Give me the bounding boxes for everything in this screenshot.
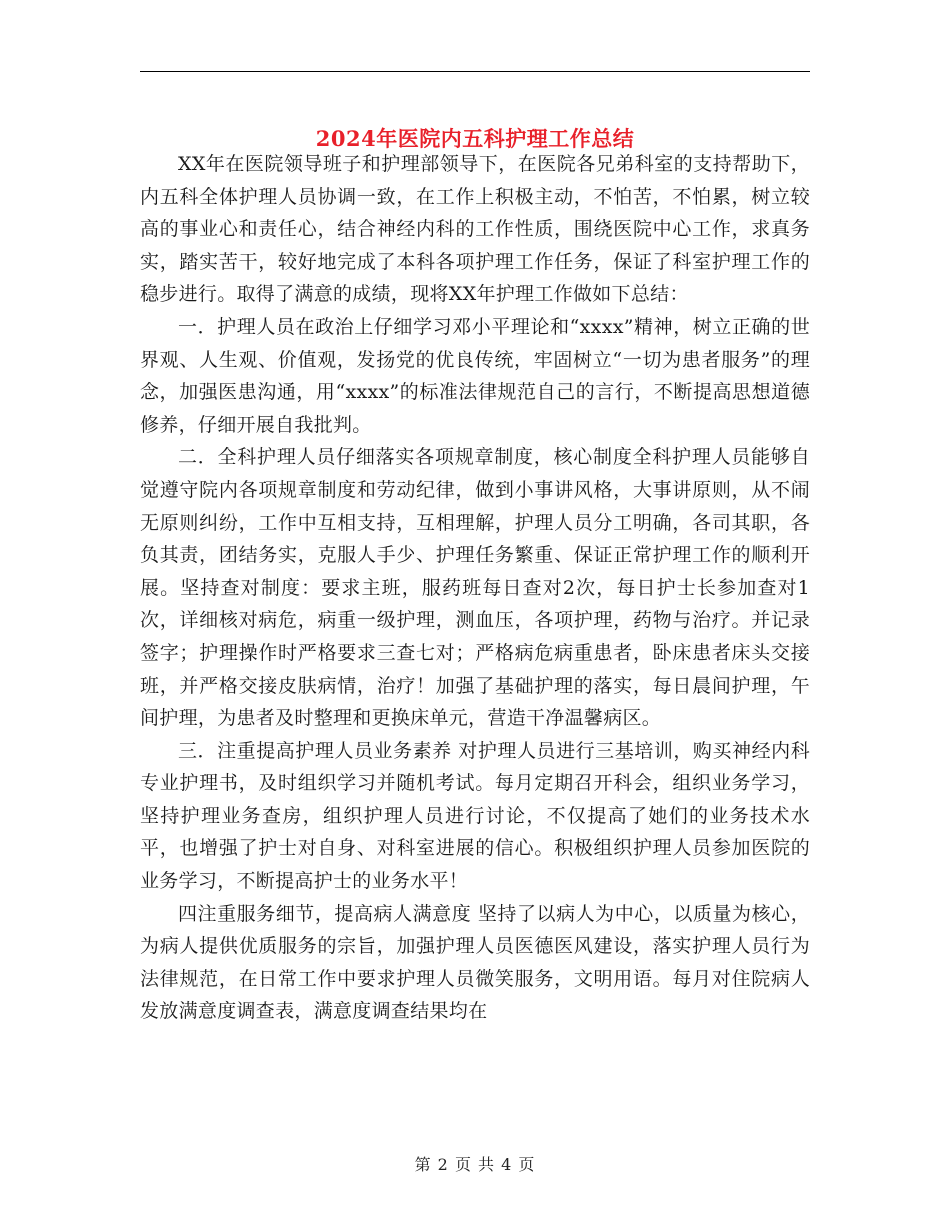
paragraph-section-2: 二．全科护理人员仔细落实各项规章制度，核心制度全科护理人员能够自觉遵守院内各项规章制度和劳动纪律，做到小事讲风格，大事讲原则，从不闹无原则纠纷，工作中互相支持，互相理解，护理人员分工明确，各司其职，各负其责，团结务实，克服人手少、护理任务繁重、保证正常护理工作的顺利开展。坚持查对制度：要求主班，服药班每日查对2次，每日护士长参加查对1次，详细核对病危，病重一级护理，测血压，各项护理，药物与治疗。并记录签字；护理操作时严格要求三查七对；严格病危病重患者，卧床患者床头交接班，并严格交接皮肤病情，治疗！加强了基础护理的落实，每日晨间护理，午间护理，为患者及时整理和更换床单元，营造干净温馨病区。 xyxy=(140,446,810,730)
paragraph-intro: XX年在医院领导班子和护理部领导下，在医院各兄弟科室的支持帮助下，内五科全体护理人员协调一致，在工作上积极主动，不怕苦，不怕累，树立较高的事业心和责任心，结合神经内科的工作性质，围绕医院中心工作，求真务实，踏实苦干，较好地完成了本科各项护理工作任务，保证了科室护理工作的稳步进行。取得了满意的成绩，现将XX年护理工作做如下总结： xyxy=(140,153,810,306)
header-rule xyxy=(140,71,810,72)
paragraph-section-1: 一．护理人员在政治上仔细学习邓小平理论和“xxxx”精神，树立正确的世界观、人生观、价值观，发扬党的优良传统，牢固树立“一切为患者服务”的理念，加强医患沟通，用“xxxx”的标准法律规范自己的言行，不断提高思想道德修养，仔细开展自我批判。 xyxy=(140,315,810,436)
page-number: 第 2 页 共 4 页 xyxy=(414,1155,536,1174)
paragraph-section-4: 四注重服务细节，提高病人满意度 坚持了以病人为中心，以质量为核心，为病人提供优质服务的宗旨，加强护理人员医德医风建设，落实护理人员行为法律规范，在日常工作中要求护理人员微笑服务，文明用语。每月对住院病人发放满意度调查表，满意度调查结果均在 xyxy=(140,902,810,1023)
document-title: 2024年医院内五科护理工作总结 xyxy=(315,126,635,152)
paragraph-section-3: 三．注重提高护理人员业务素养 对护理人员进行三基培训，购买神经内科专业护理书，及时组织学习并随机考试。每月定期召开科会，组织业务学习，坚持护理业务查房，组织护理人员进行讨论，不仅提高了她们的业务技术水平，也增强了护士对自身、对科室进展的信心。积极组织护理人员参加医院的业务学习，不断提高护士的业务水平！ xyxy=(140,739,810,893)
document-body xyxy=(140,148,810,1028)
